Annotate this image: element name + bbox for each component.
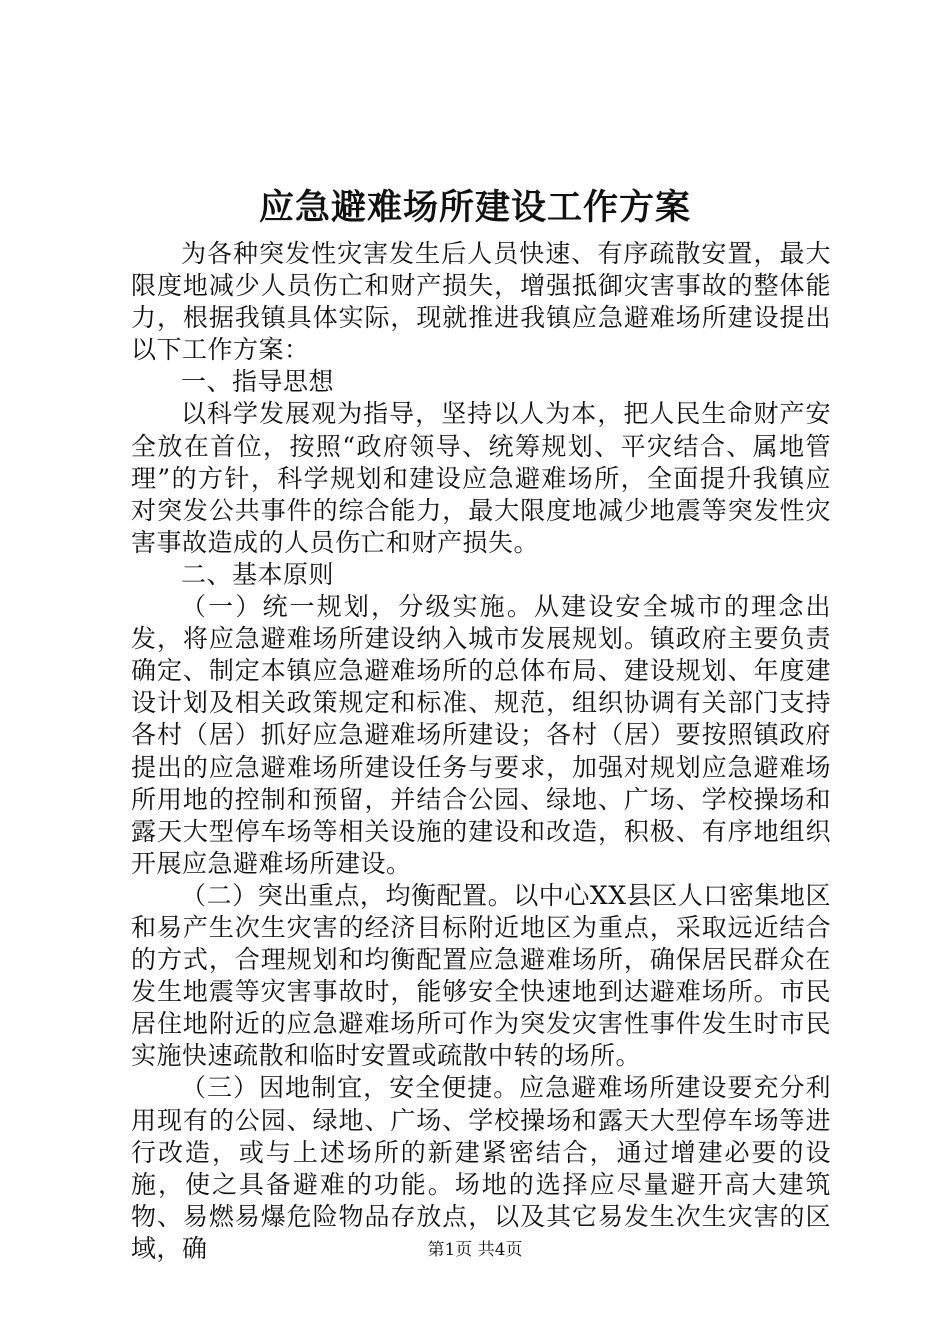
- principle-2-paragraph: （二）突出重点，均衡配置。以中心XX县区人口密集地区和易产生次生灾害的经济目标附近地区为重点，采取远近结合的方式，合理规划和均衡配置应急避难场所，确保居民群众在发生地震等灾害事故时，能够安全快速地到达避难场所。市民居住地附近的应急避难场所可作为突发灾害性事件发生时市民实施快速疏散和临时安置或疏散中转的场所。: [131, 880, 831, 1071]
- section-heading-basic-principles: 二、基本原则: [181, 559, 335, 589]
- section-heading-guiding-ideology: 一、指导思想: [181, 367, 335, 397]
- document-body: [131, 238, 831, 1265]
- intro-paragraph: 为各种突发性灾害发生后人员快速、有序疏散安置，最大限度地减少人员伤亡和财产损失，增强抵御灾害事故的整体能力，根据我镇具体实际，现就推进我镇应急避难场所建设提出以下工作方案：: [131, 239, 831, 365]
- guiding-ideology-paragraph: 以科学发展观为指导，坚持以人为本，把人民生命财产安全放在首位，按照“政府领导、统筹规划、平灾结合、属地管理”的方针，科学规划和建设应急避难场所，全面提升我镇应对突发公共事件的综合能力，最大限度地减少地震等突发性灾害事故造成的人员伤亡和财产损失。: [131, 399, 831, 557]
- principle-3-paragraph: （三）因地制宜，安全便捷。应急避难场所建设要充分利用现有的公园、绿地、广场、学校操场和露天大型停车场等进行改造，或与上述场所的新建紧密结合，通过增建必要的设施，使之具备避难的功能。场地的选择应尽量避开高大建筑物、易燃易爆危险物品存放点，以及其它易发生次生灾害的区域，确: [131, 1073, 831, 1263]
- page-footer: 第1页 共4页: [427, 1240, 523, 1260]
- principle-1-paragraph: （一）统一规划，分级实施。从建设安全城市的理念出发，将应急避难场所建设纳入城市发展规划。镇政府主要负责确定、制定本镇应急避难场所的总体布局、建设规划、年度建设计划及相关政策规定和标准、规范，组织协调有关部门支持各村（居）抓好应急避难场所建设；各村（居）要按照镇政府提出的应急避难场所建设任务与要求，加强对规划应急避难场所用地的控制和预留，并结合公园、绿地、广场、学校操场和露天大型停车场等相关设施的建设和改造，积极、有序地组织开展应急避难场所建设。: [131, 592, 831, 878]
- document-title: 应急避难场所建设工作方案: [258, 187, 691, 228]
